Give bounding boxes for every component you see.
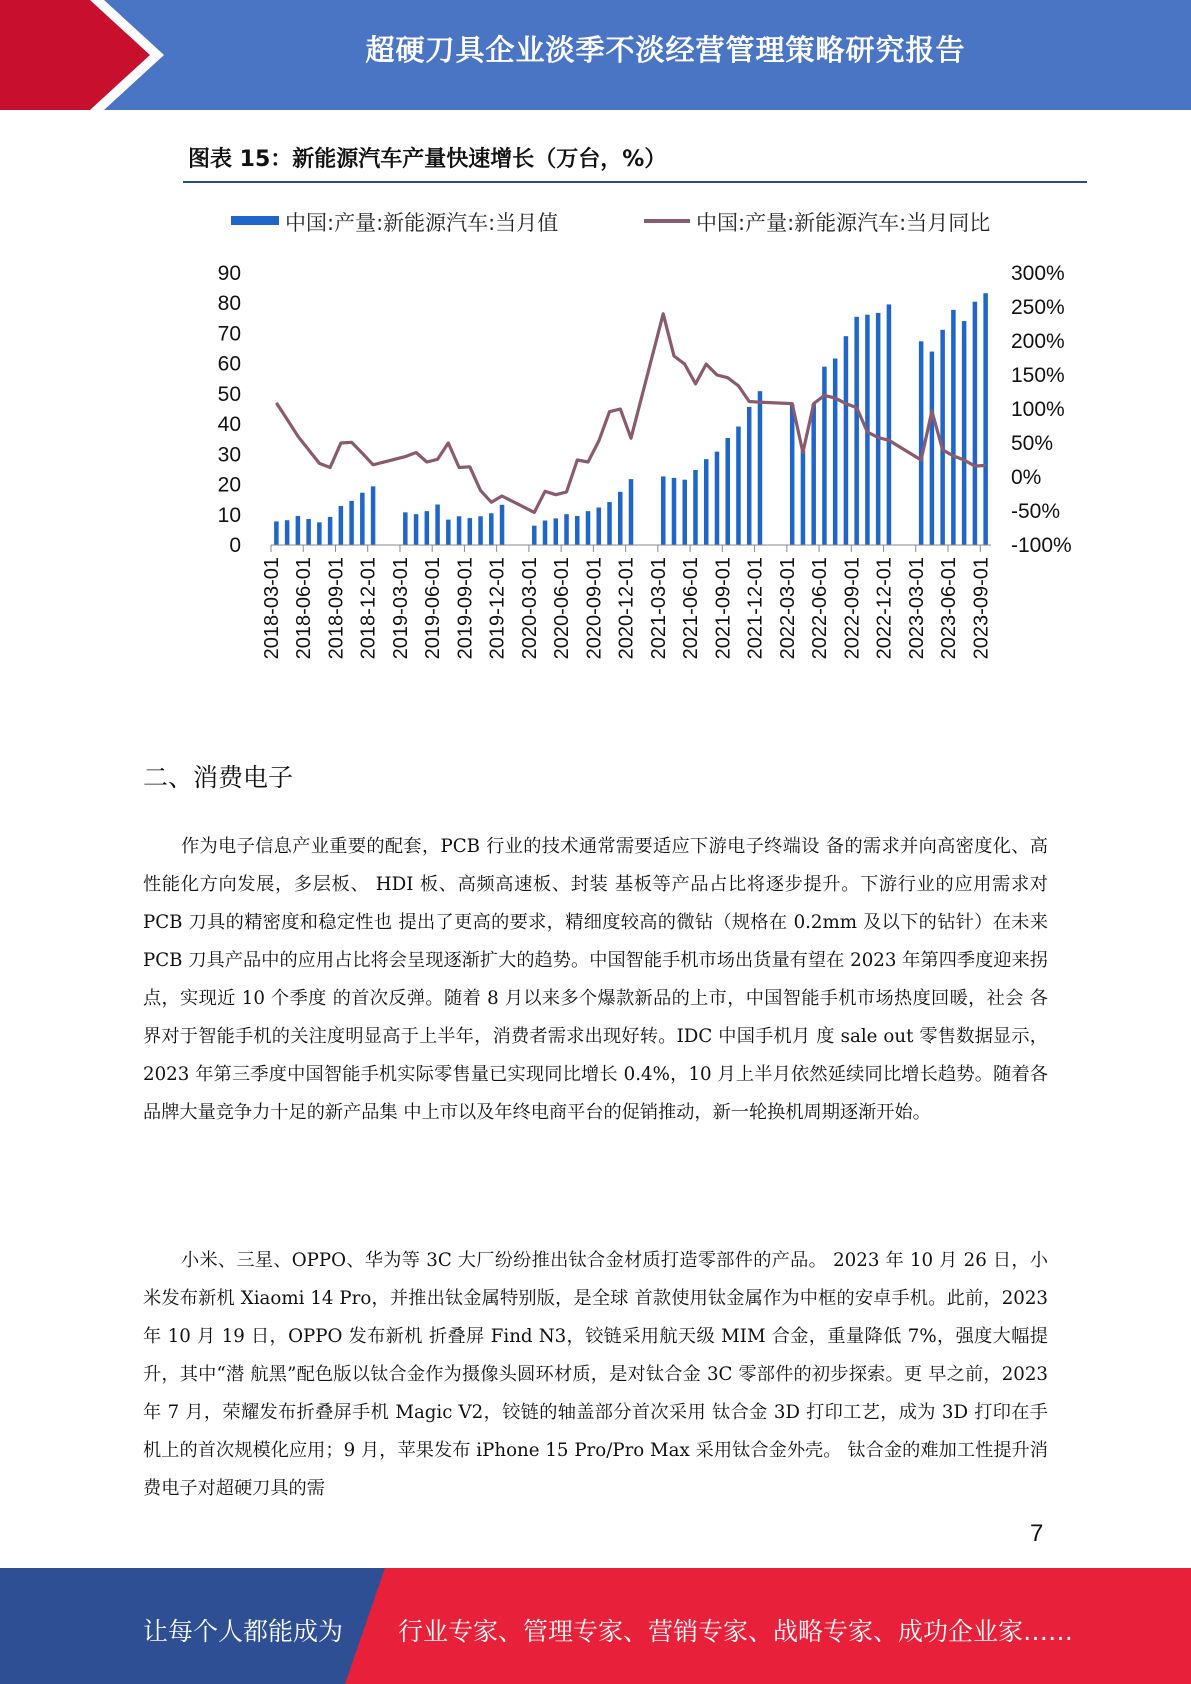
x-tick-label: 2020-06-01	[551, 557, 574, 660]
bar-production	[930, 352, 935, 545]
bar-production	[725, 438, 730, 545]
bar-production	[833, 359, 838, 545]
x-tick-label: 2019-06-01	[422, 557, 445, 660]
x-tick-label: 2019-03-01	[389, 557, 412, 660]
y-left-tick-label: 30	[217, 443, 241, 467]
bar-production	[747, 407, 752, 545]
bar-production	[500, 505, 505, 545]
legend-label-yoy: 中国:产量:新能源汽车:当月同比	[696, 211, 991, 235]
x-tick-label: 2018-09-01	[325, 557, 348, 660]
x-tick-label: 2023-09-01	[970, 557, 993, 660]
header-title: 超硬刀具企业淡季不淡经营管理策略研究报告	[365, 33, 966, 67]
bar-production	[951, 310, 956, 545]
bar-production	[844, 336, 849, 545]
x-tick-label: 2019-09-01	[454, 557, 477, 660]
bar-production	[790, 404, 795, 545]
bar-production	[532, 526, 537, 545]
bar-production	[618, 492, 623, 545]
bar-production	[887, 304, 892, 545]
bar-production	[715, 452, 720, 545]
bar-production	[543, 521, 548, 545]
y-left-tick-label: 70	[217, 322, 241, 346]
x-tick-label: 2021-09-01	[712, 557, 735, 660]
paragraph-pcb-smartphone: 作为电子信息产业重要的配套，PCB 行业的技术通常需要适应下游电子终端设 备的需求并向高密度化、高性能化方向发展，多层板、 HDI 板、高频高速板、封装 基板等产品占比将逐步提升。下游行业的应用需求对 PCB 刀具的精密度和稳定性也 提出了更高的要求，精细度较高的微钻（规格在 0.2mm 及以下的钻针）在未来 PCB 刀具产品中的应用占比将会呈现逐渐扩大的趋势。中国智能手机市场出货量有望在 2023 年第四季度迎来拐点，实现近 10 个季度 的首次反弹。随着 8 月以来多个爆款新品的上市，中国智能手机市场热度回暖，社会 各界对于智能手机的关注度明显高于上半年，消费者需求出现好转。IDC 中国手机月 度 sale out 零售数据显示，2023 年第三季度中国智能手机实际零售量已实现同比增长 0.4%，10 月上半月依然延续同比增长趋势。随着各品牌大量竞争力十足的新产品集 中上市以及年终电商平台的促销推动，新一轮换机周期逐渐开始。	[143, 836, 1048, 1123]
x-tick-label: 2022-03-01	[776, 557, 799, 660]
figure-title: 图表 15：新能源汽车产量快速增长（万台，%）	[188, 147, 667, 172]
nev-production-chart	[183, 195, 1083, 695]
y-right-tick-label: -100%	[1011, 534, 1072, 557]
y-right-tick-label: 250%	[1011, 296, 1065, 319]
bar-production	[962, 321, 967, 545]
y-right-tick-label: 100%	[1011, 398, 1065, 421]
bar-production	[489, 513, 494, 545]
bar-production	[306, 519, 311, 545]
bar-production	[403, 512, 408, 545]
y-right-tick-label: -50%	[1011, 500, 1061, 523]
bar-production	[736, 427, 741, 545]
bar-production	[468, 518, 473, 545]
bar-production	[704, 459, 709, 545]
x-tick-label: 2022-09-01	[841, 557, 864, 660]
bar-production	[575, 516, 580, 545]
x-tick-label: 2018-03-01	[261, 557, 283, 660]
y-left-tick-label: 10	[217, 503, 241, 527]
y-left-tick-label: 20	[217, 473, 241, 497]
bar-production	[693, 470, 698, 545]
y-left-tick-label: 50	[217, 382, 241, 406]
bar-production	[919, 341, 924, 545]
bar-production	[414, 514, 419, 545]
paragraph-titanium-alloy: 小米、三星、OPPO、华为等 3C 大厂纷纷推出钛合金材质打造零部件的产品。 2023 年 10 月 26 日，小米发布新机 Xiaomi 14 Pro，并推出钛金属特别版，是全球 首款使用钛金属作为中框的安卓手机。此前，2023 年 10 月 19 日，OPPO 发布新机 折叠屏 Find N3，铰链采用航天级 MIM 合金，重量降低 7%，强度大幅提升，其中“潜 航黑”配色版以钛合金作为摄像头圆环材质，是对钛合金 3C 零部件的初步探索。更 早之前，2023 年 7 月，荣耀发布折叠屏手机 Magic V2，铰链的轴盖部分首次采用 钛合金 3D 打印工艺，成为 3D 打印在手机上的首次规模化应用；9 月，苹果发布 iPhone 15 Pro/Pro Max 采用钛合金外壳。 钛合金的难加工性提升消费电子对超硬刀具的需	[143, 1250, 1048, 1499]
bar-production	[328, 517, 333, 545]
bar-production	[801, 451, 806, 545]
x-tick-label: 2023-06-01	[938, 557, 961, 660]
bar-production	[822, 367, 827, 545]
y-right-tick-label: 200%	[1011, 330, 1065, 353]
bar-production	[349, 501, 354, 545]
x-tick-label: 2022-06-01	[809, 557, 832, 660]
x-tick-label: 2021-06-01	[680, 557, 703, 660]
x-tick-label: 2020-12-01	[615, 557, 638, 660]
legend-swatch-production	[231, 216, 279, 225]
bar-production	[973, 302, 978, 545]
bar-production	[758, 391, 763, 545]
x-tick-label: 2021-12-01	[744, 557, 767, 660]
y-left-tick-label: 80	[217, 292, 241, 316]
bar-production	[446, 520, 451, 545]
x-tick-label: 2023-03-01	[905, 557, 928, 660]
bar-production	[425, 511, 430, 545]
y-left-tick-label: 40	[217, 413, 241, 437]
y-left-tick-label: 90	[217, 262, 241, 285]
bar-production	[983, 293, 988, 545]
bar-production	[360, 493, 365, 545]
bar-production	[435, 505, 440, 545]
y-left-tick-label: 0	[229, 534, 241, 557]
x-tick-label: 2018-12-01	[357, 557, 380, 660]
y-right-tick-label: 50%	[1011, 432, 1054, 455]
legend-label-production: 中国:产量:新能源汽车:当月值	[285, 211, 559, 235]
page-header	[0, 0, 1191, 110]
footer-slogan-right: 行业专家、管理专家、营销专家、战略专家、成功企业家……	[398, 1617, 1074, 1646]
y-right-tick-label: 300%	[1011, 262, 1065, 285]
bar-production	[940, 330, 945, 545]
x-tick-label: 2022-12-01	[873, 557, 896, 660]
section-heading: 二、消费电子	[143, 763, 294, 792]
page-number: 7	[1030, 1520, 1044, 1547]
bar-production	[554, 518, 559, 545]
bar-production	[672, 478, 677, 545]
bar-production	[586, 511, 591, 545]
footer-slogan-left: 让每个人都能成为	[143, 1617, 344, 1646]
bar-production	[597, 508, 602, 545]
y-right-tick-label: 0%	[1011, 466, 1042, 489]
bar-production	[811, 404, 816, 545]
bar-production	[854, 317, 859, 545]
bar-production	[317, 522, 322, 545]
bar-production	[285, 520, 290, 545]
bar-production	[371, 486, 376, 545]
bar-production	[339, 506, 344, 545]
bar-production	[876, 313, 881, 545]
x-tick-label: 2018-06-01	[293, 557, 316, 660]
figure-title-rule	[183, 181, 1087, 183]
y-right-tick-label: 150%	[1011, 364, 1065, 387]
bar-production	[682, 480, 687, 545]
bar-production	[478, 516, 483, 545]
bar-production	[661, 476, 666, 545]
bar-production	[629, 479, 634, 545]
bar-production	[564, 514, 569, 545]
x-tick-label: 2019-12-01	[486, 557, 509, 660]
x-tick-label: 2020-09-01	[583, 557, 606, 660]
page-footer	[0, 1568, 1191, 1684]
x-tick-label: 2020-03-01	[518, 557, 541, 660]
x-tick-label: 2021-03-01	[647, 557, 670, 660]
bar-production	[457, 516, 462, 545]
bar-production	[607, 502, 612, 545]
y-left-tick-label: 60	[217, 352, 241, 376]
bar-production	[296, 516, 301, 545]
bar-production	[274, 521, 279, 545]
